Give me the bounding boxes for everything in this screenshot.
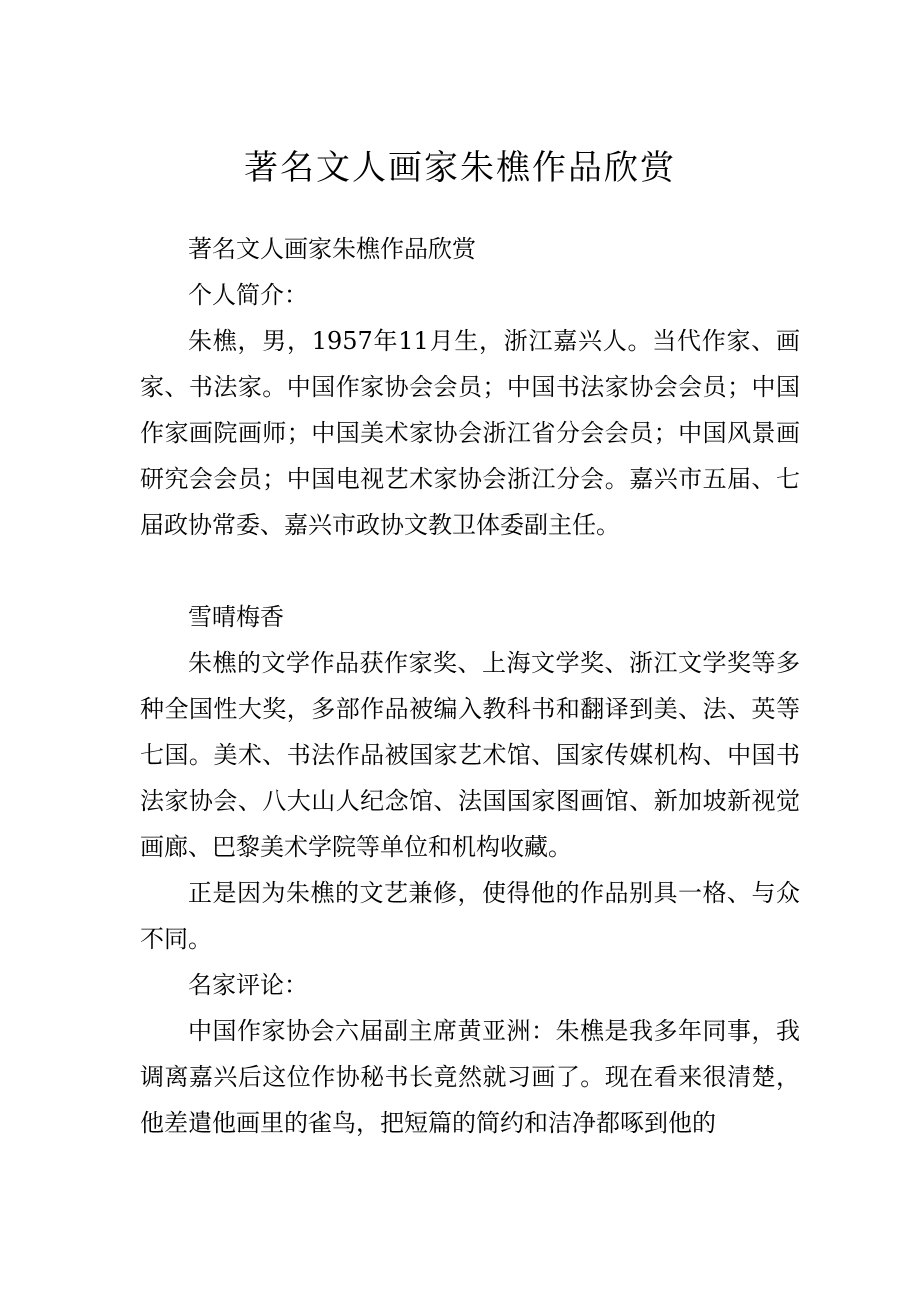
paragraph-bio-heading: 个人简介： (188, 281, 308, 309)
paragraph-review: 中国作家协会六届副主席黄亚洲：朱樵是我多年同事，我调离嘉兴后这位作协秘书长竟然就习画了。现在看来很清楚，他差遣他画里的雀鸟，把短篇的简约和洁净都啄到他的 (140, 1017, 800, 1137)
paragraph-awards: 朱樵的文学作品获作家奖、上海文学奖、浙江文学奖等多种全国性大奖，多部作品被编入教科书和翻译到美、法、英等七国。美术、书法作品被国家艺术馆、国家传媒机构、中国书法家协会、八大山人纪念馆、法国国家图画馆、新加坡新视觉画廊、巴黎美术学院等单位和机构收藏。 (140, 649, 800, 861)
blank-line (140, 548, 800, 594)
paragraph-review-heading: 名家评论： (188, 971, 308, 999)
paragraph-bio: 朱樵，男，1957年11月生，浙江嘉兴人。当代作家、画家、书法家。中国作家协会会员；中国书法家协会会员；中国作家画院画师；中国美术家协会浙江省分会会员；中国风景画研究会会员；中国电视艺术家协会浙江分会。嘉兴市五届、七届政协常委、嘉兴市政协文教卫体委副主任。 (140, 327, 800, 539)
paragraph-style: 正是因为朱樵的文艺兼修，使得他的作品别具一格、与众不同。 (140, 879, 800, 953)
document-body (140, 226, 800, 1146)
paragraph-subtitle: 著名文人画家朱樵作品欣赏 (188, 235, 476, 263)
paragraph-artwork-caption: 雪晴梅香 (188, 603, 284, 631)
document-title: 著名文人画家朱樵作品欣赏 (244, 148, 676, 188)
